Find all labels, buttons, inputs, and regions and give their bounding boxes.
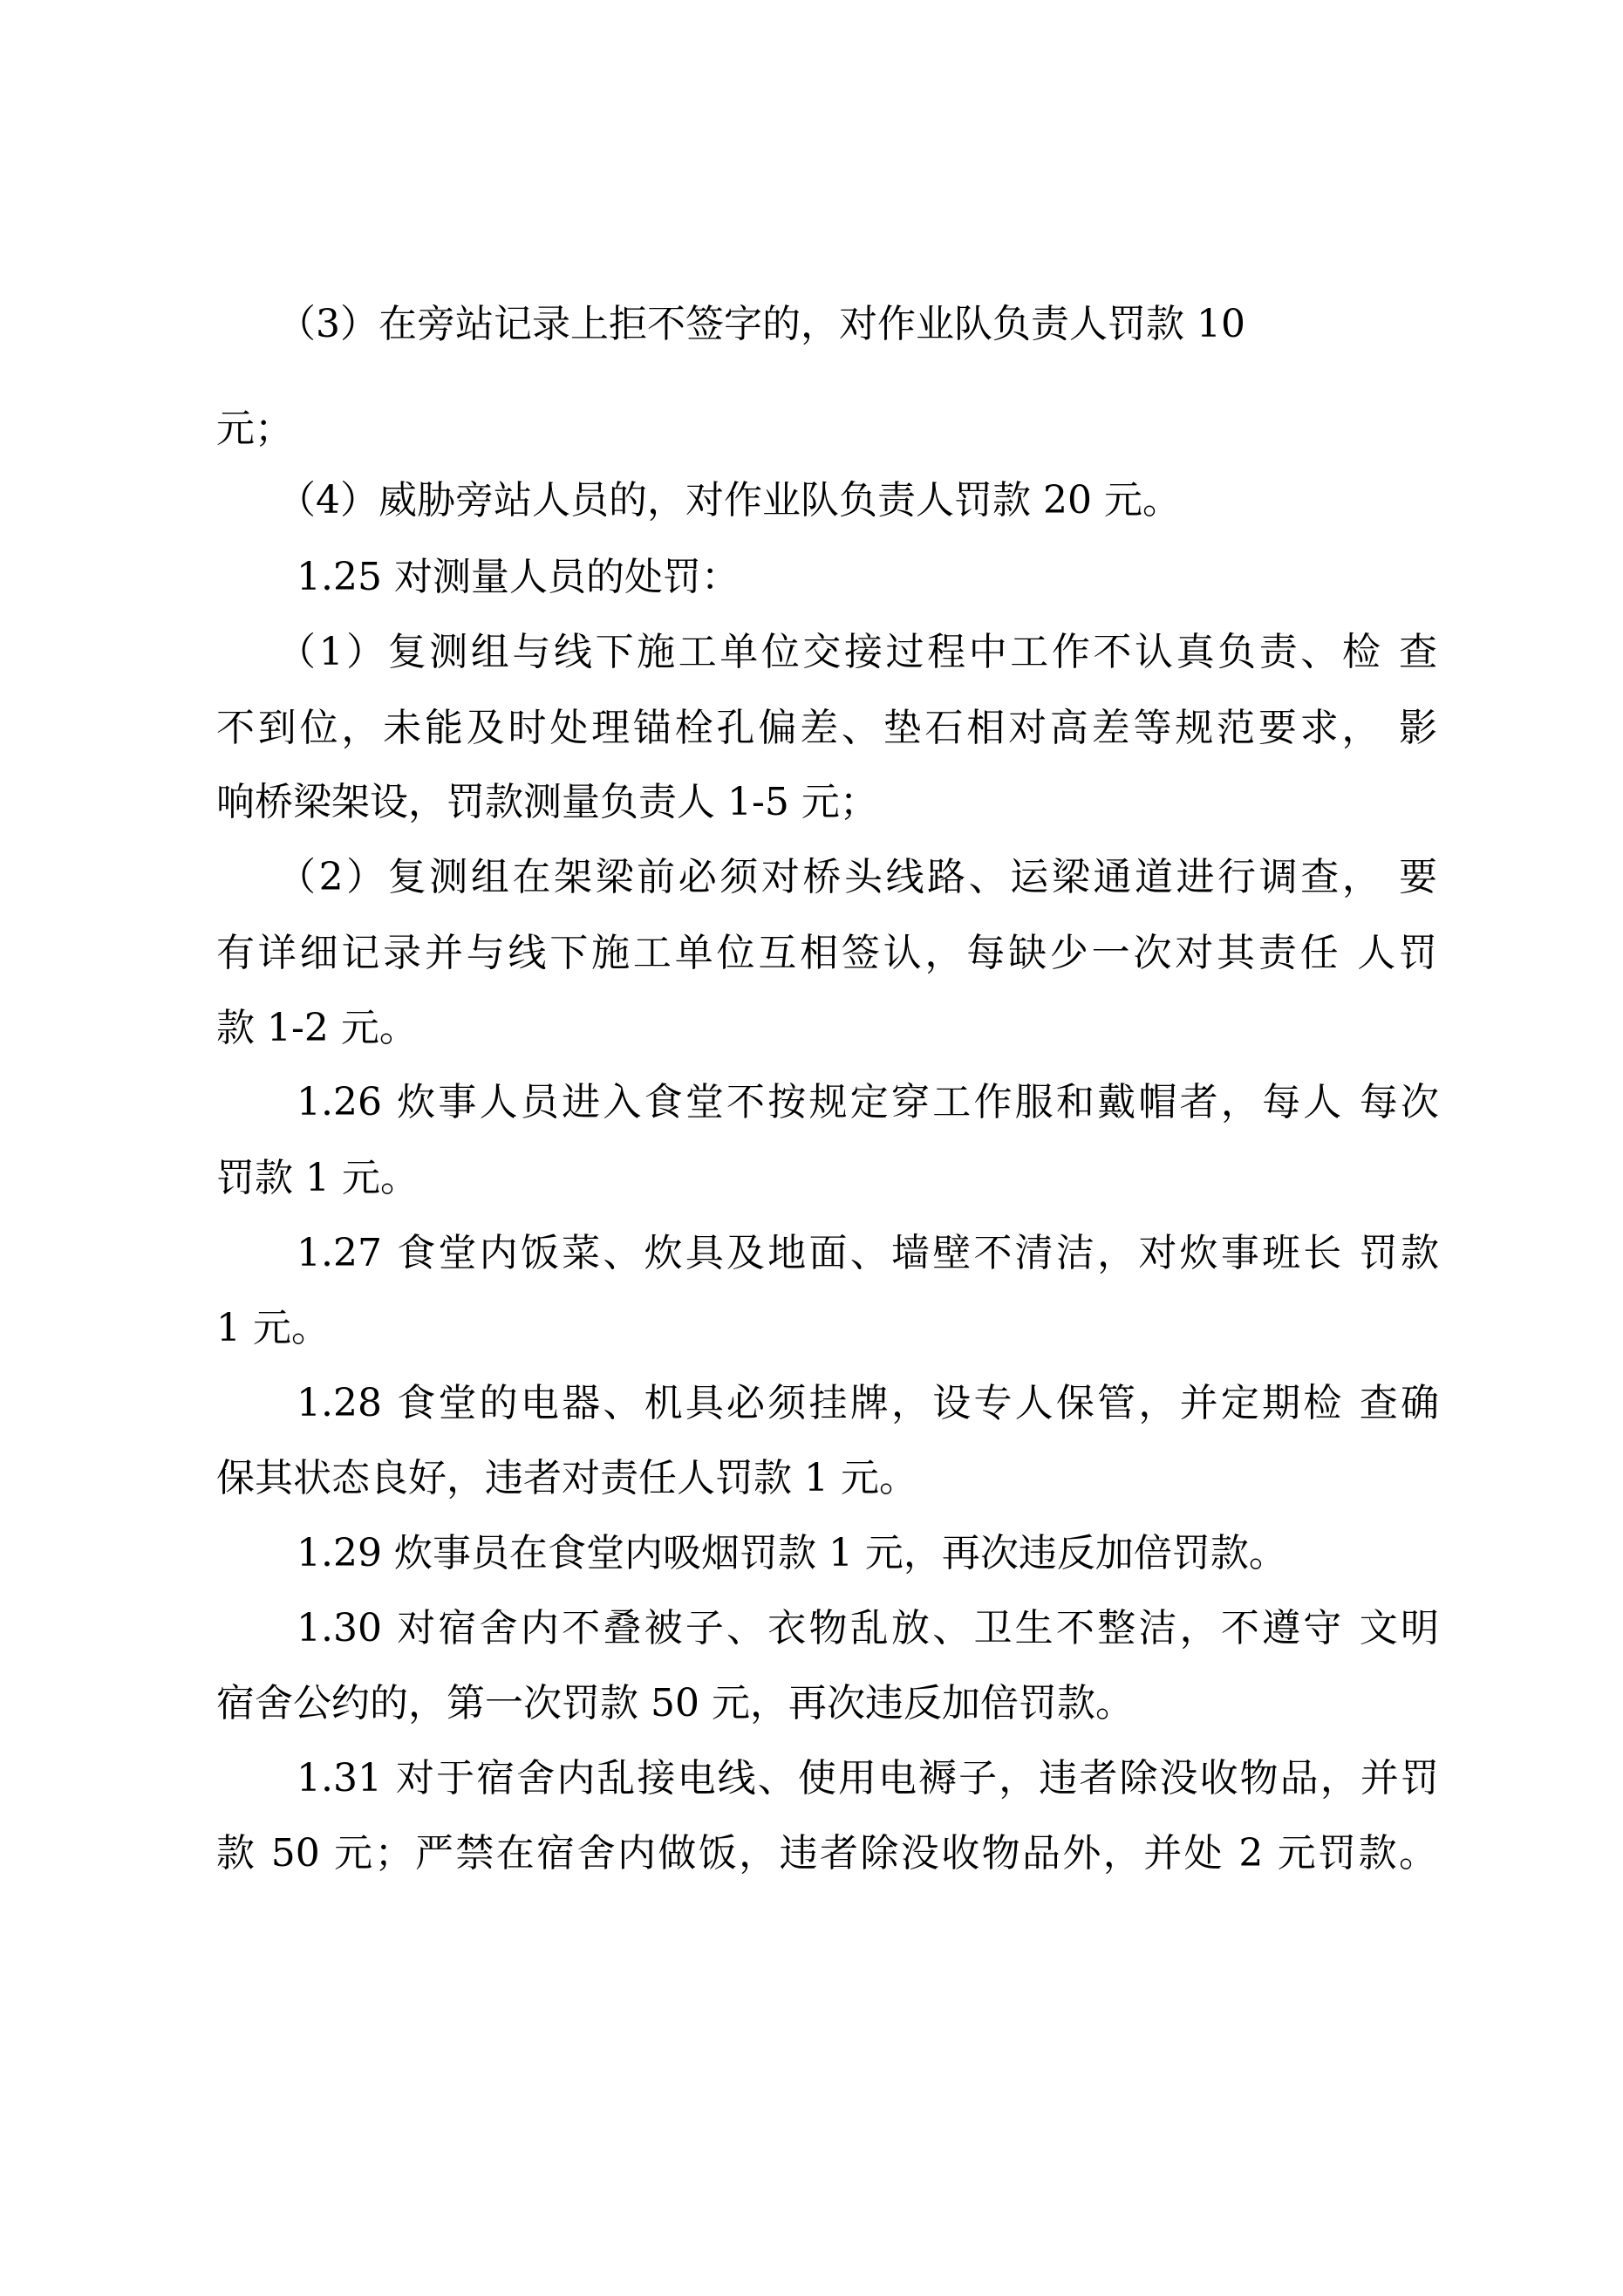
- text-line-5: （1）复测组与线下施工单位交接过程中工作不认真负责、检 查: [277, 630, 1437, 674]
- text-line-7: 响桥梁架设，罚款测量负责人 1-5 元；: [216, 780, 878, 824]
- text-line-1: （3）在旁站记录上拒不签字的，对作业队负责人罚款 10: [277, 302, 1245, 346]
- text-line-3: （4）威胁旁站人员的，对作业队负责人罚款 20 元。: [277, 478, 1181, 523]
- text-line-21: 款 50 元；严禁在宿舍内做饭，违者除没收物品外，并处 2 元罚款。: [216, 1831, 1437, 1876]
- text-line-14: 1 元。: [216, 1306, 330, 1350]
- text-line-15: 1.28 食堂的电器、机具必须挂牌，设专人保管，并定期检 查确: [297, 1381, 1439, 1425]
- text-line-9: 有详细记录并与线下施工单位互相签认，每缺少一次对其责任 人罚: [216, 931, 1437, 975]
- text-line-16: 保其状态良好，违者对责任人罚款 1 元。: [216, 1456, 917, 1500]
- text-line-8: （2）复测组在架梁前必须对桥头线路、运梁通道进行调查， 要: [277, 855, 1437, 899]
- text-line-2: 元；: [216, 407, 293, 451]
- text-line-6: 不到位，未能及时处理锚栓孔偏差、垫石相对高差等规范要求， 影: [216, 706, 1437, 750]
- text-line-12: 罚款 1 元。: [216, 1156, 419, 1200]
- text-line-13: 1.27 食堂内饭菜、炊具及地面、墙壁不清洁，对炊事班长 罚款: [297, 1231, 1439, 1275]
- text-line-19: 宿舍公约的，第一次罚款 50 元，再次违反加倍罚款。: [216, 1681, 1134, 1725]
- text-line-11: 1.26 炊事人员进入食堂不按规定穿工作服和戴帽者，每人 每次: [297, 1080, 1439, 1124]
- text-line-10: 款 1-2 元。: [216, 1006, 418, 1050]
- text-line-20: 1.31 对于宿舍内乱接电线、使用电褥子，违者除没收物品，并罚: [297, 1756, 1439, 1801]
- text-line-17: 1.29 炊事员在食堂内吸烟罚款 1 元，再次违反加倍罚款。: [297, 1531, 1287, 1575]
- text-line-4: 1.25 对测量人员的处罚：: [297, 555, 740, 599]
- text-line-18: 1.30 对宿舍内不叠被子、衣物乱放、卫生不整洁，不遵守 文明: [297, 1606, 1439, 1650]
